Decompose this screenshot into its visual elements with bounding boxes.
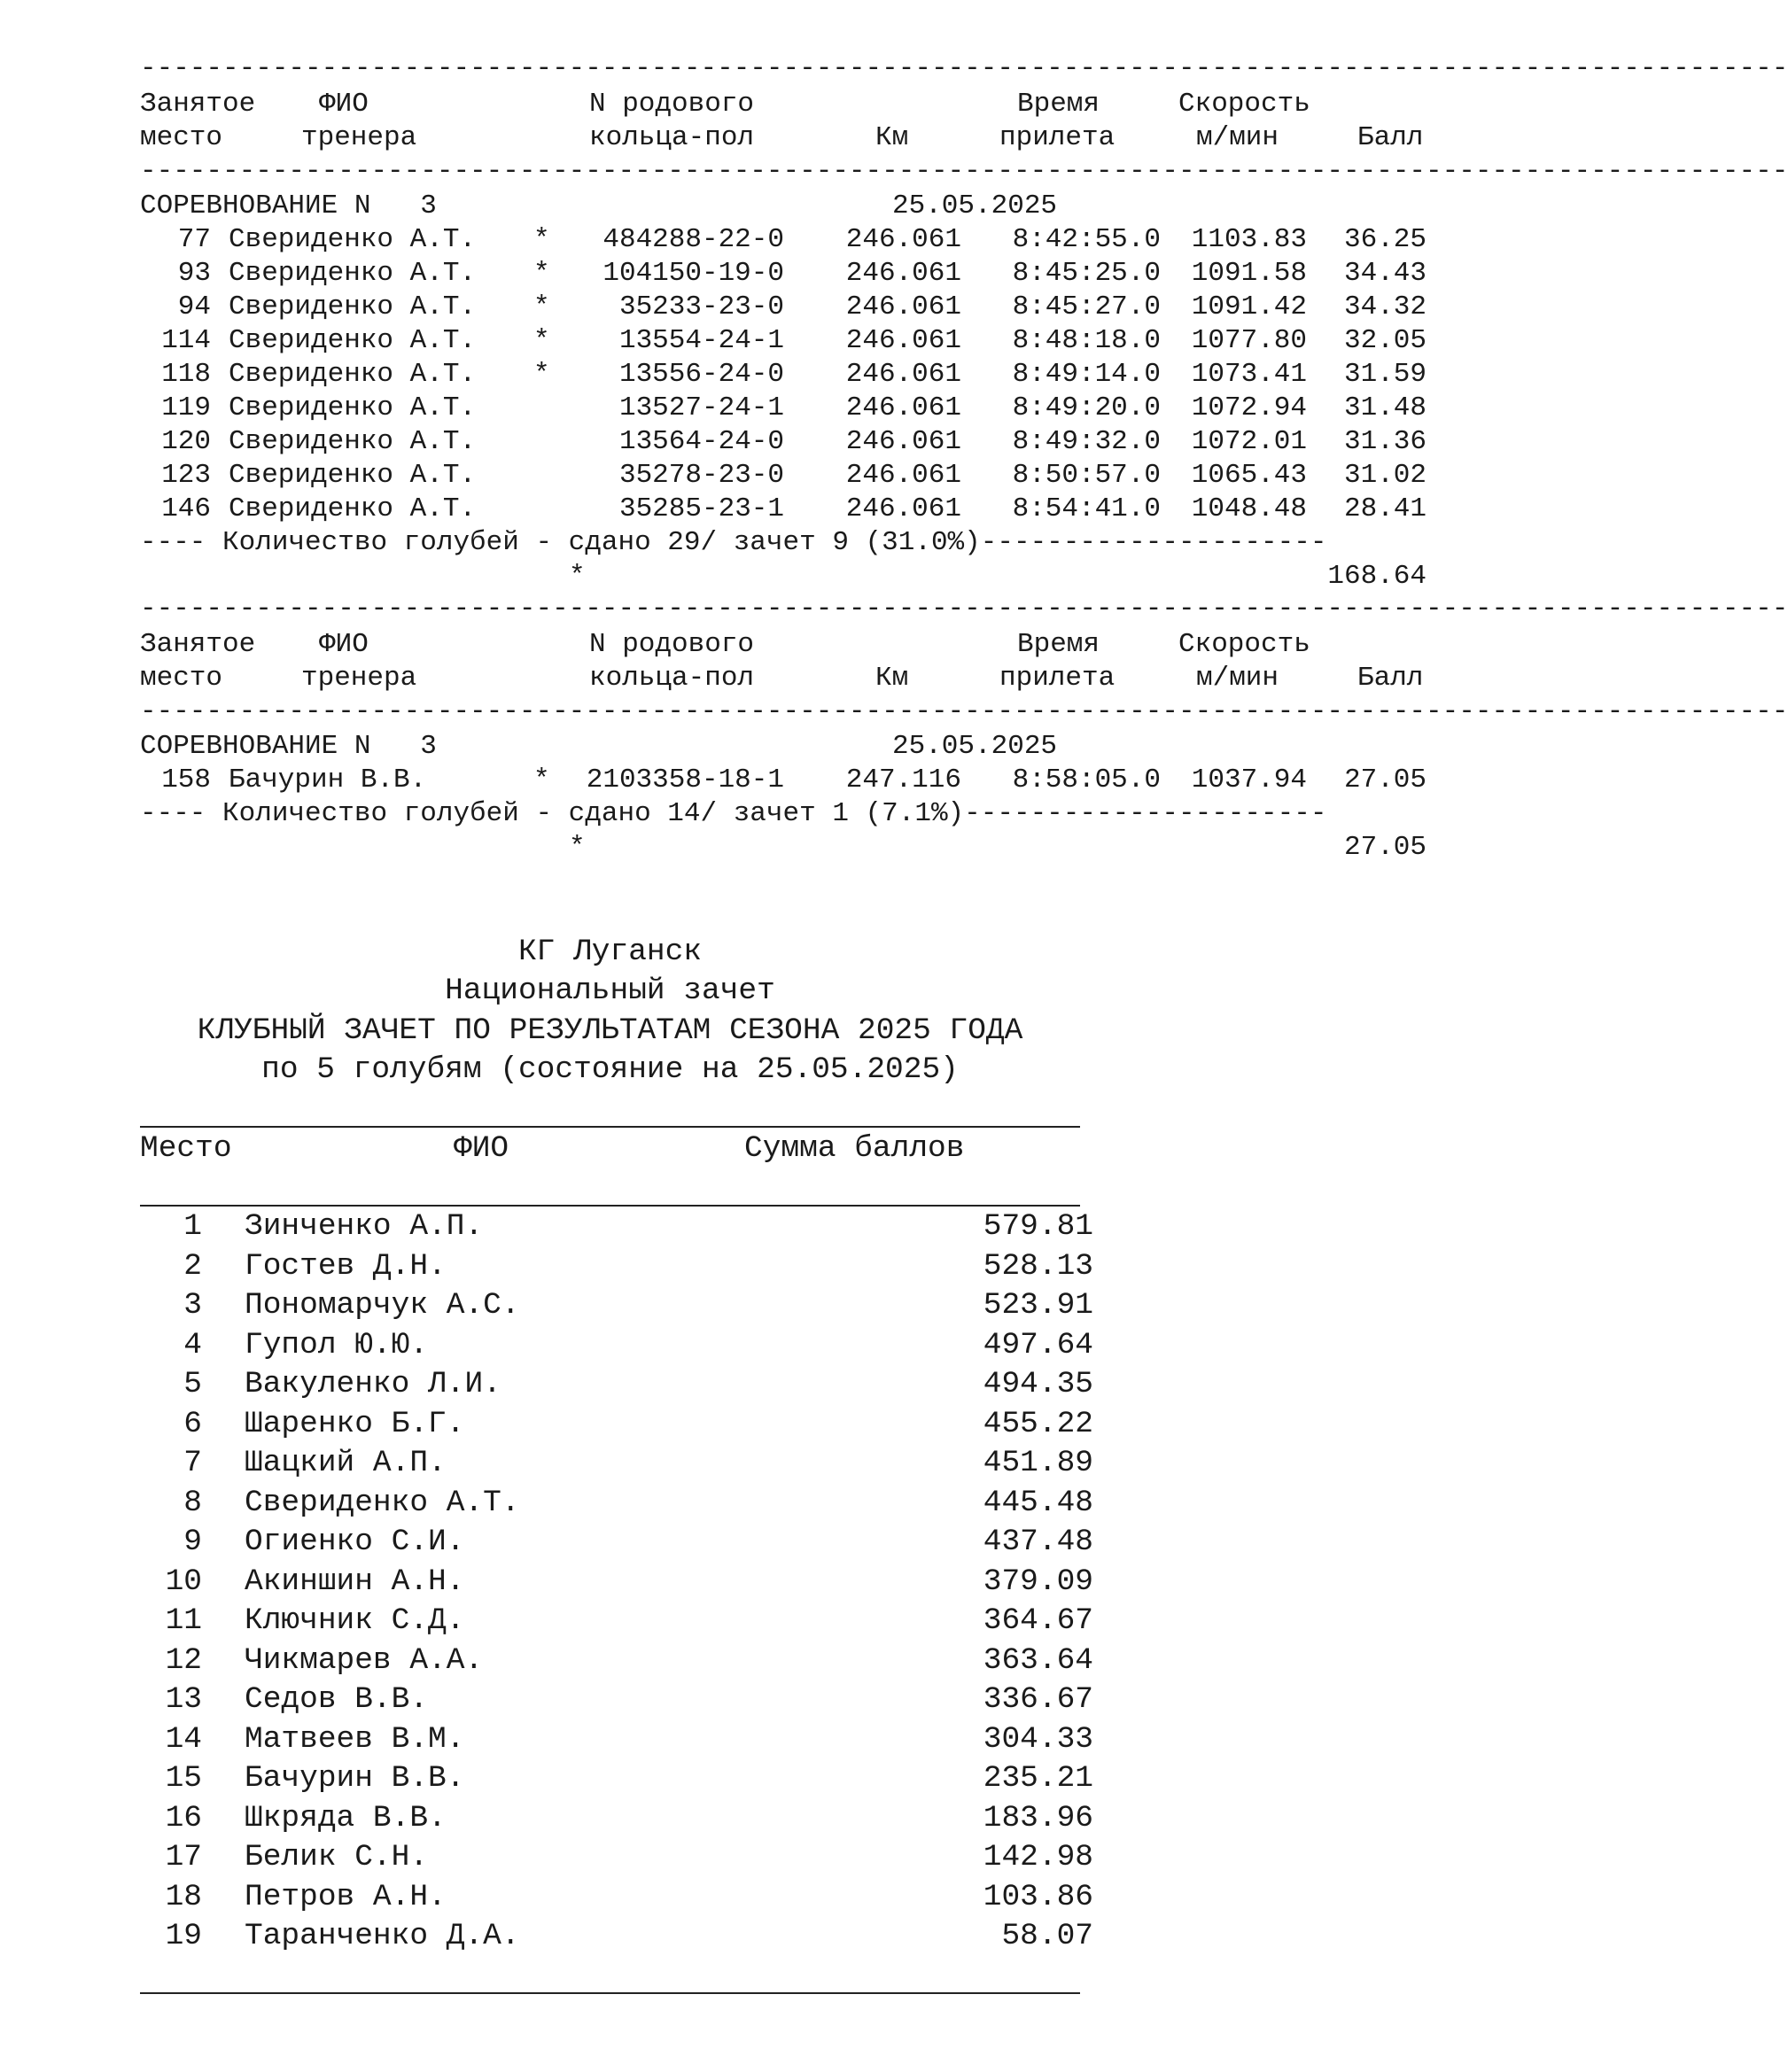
standings-place: 10 (165, 1564, 202, 1599)
standings-place: 12 (165, 1642, 202, 1678)
divider: ---------------------------------------------------------------------------------------------------- (140, 156, 1788, 187)
cell-fio: Свериденко А.Т. (229, 493, 477, 524)
table-row (140, 1327, 1093, 1362)
standings-sum: 494.35 (983, 1367, 1093, 1401)
table-row (140, 1564, 1093, 1599)
cell-speed: 1073.41 (1191, 359, 1307, 390)
col-header-score: Балл (1357, 663, 1424, 694)
cell-score: 31.02 (1343, 460, 1427, 491)
col-header-time: Время (1017, 629, 1100, 660)
cell-speed: 1037.94 (1191, 764, 1307, 795)
cell-place: 123 (161, 460, 211, 491)
standings-place: 18 (165, 1879, 202, 1914)
cell-score: 32.05 (1343, 325, 1427, 356)
standings-fio: Белик С.Н. (245, 1840, 429, 1874)
standings-fio: Пономарчук А.С. (245, 1288, 520, 1323)
standings-subtitle: Национальный зачет (445, 974, 775, 1008)
col-header-ring: кольца-пол (589, 122, 755, 153)
col-header-km: Км (875, 663, 909, 694)
standings-note: по 5 голубям (состояние на 25.05.2025) (261, 1052, 959, 1087)
cell-ring: 35278-23-0 (618, 460, 784, 491)
standings-fio: Шкряда В.В. (245, 1800, 447, 1835)
standings-place: 16 (165, 1800, 202, 1835)
col-header-time: прилета (999, 122, 1116, 153)
standings-sum: 183.96 (983, 1800, 1093, 1835)
standings-sum: 304.33 (983, 1721, 1093, 1757)
cell-place: 93 (177, 258, 211, 289)
cell-score: 34.32 (1343, 291, 1427, 322)
cell-time: 8:49:32.0 (1012, 426, 1161, 457)
cell-mark: * (533, 224, 550, 255)
standings-sum: 103.86 (983, 1879, 1093, 1914)
col-header-ring: кольца-пол (589, 663, 755, 694)
col-header-place: Занятое (140, 89, 256, 120)
col-header-place: место (140, 663, 223, 694)
cell-place: 77 (177, 224, 211, 255)
cell-km: 246.061 (845, 392, 961, 423)
standings-fio: Зинченко А.П. (245, 1209, 484, 1244)
table-row (140, 1209, 1093, 1244)
standings-place: 2 (183, 1248, 202, 1284)
cell-mark: * (533, 359, 550, 390)
table-row (140, 1721, 1093, 1757)
section-total: 27.05 (1343, 832, 1427, 863)
standings-fio: Огиенко С.И. (245, 1525, 465, 1559)
table-row (140, 1406, 1093, 1441)
standings-sum: 455.22 (983, 1406, 1093, 1441)
section-total: 168.64 (1327, 561, 1427, 592)
cell-score: 31.48 (1343, 392, 1427, 423)
col-header-fio: тренера (301, 122, 417, 153)
cell-ring: 13564-24-0 (618, 426, 784, 457)
standings-heading: КЛУБНЫЙ ЗАЧЕТ ПО РЕЗУЛЬТАТАМ СЕЗОНА 2025 ГОДА (197, 1013, 1023, 1048)
standings-fio: Матвеев В.М. (245, 1721, 465, 1757)
table-row (140, 1840, 1093, 1874)
cell-fio: Свериденко А.Т. (229, 291, 477, 322)
divider: ---------------------------------------------------------------------------------------------------- (140, 53, 1788, 84)
table-row (140, 1800, 1093, 1835)
standings-fio: Акиншин А.Н. (245, 1564, 465, 1599)
standings-sum: 364.67 (983, 1603, 1093, 1638)
table-row (140, 1603, 1093, 1638)
col-header-speed: Скорость (1178, 629, 1310, 660)
standings-sum: 437.48 (983, 1525, 1093, 1559)
cell-fio: Свериденко А.Т. (229, 258, 477, 289)
col-header-ring: N родового (589, 629, 755, 660)
standings-place: 5 (183, 1367, 202, 1401)
cell-time: 8:54:41.0 (1012, 493, 1161, 524)
cell-time: 8:48:18.0 (1012, 325, 1161, 356)
standings-place: 7 (183, 1446, 202, 1480)
table-row (140, 1682, 1093, 1717)
summary-line: ---- Количество голубей - сдано 14/ зачет 1 (7.1%)---------------------- (140, 798, 1327, 829)
standings-fio: Гостев Д.Н. (245, 1248, 447, 1284)
col-header-fio: ФИО (319, 629, 369, 660)
cell-km: 246.061 (845, 291, 961, 322)
table-row (140, 1525, 1093, 1559)
cell-score: 28.41 (1343, 493, 1427, 524)
cell-mark: * (533, 258, 550, 289)
cell-time: 8:58:05.0 (1012, 764, 1161, 795)
summary-line: ---- Количество голубей - сдано 29/ зачет 9 (31.0%)--------------------- (140, 527, 1327, 558)
standings-sum: 579.81 (983, 1209, 1093, 1244)
standings-fio: Вакуленко Л.И. (245, 1367, 501, 1401)
standings-place: 17 (165, 1840, 202, 1874)
cell-speed: 1072.01 (1191, 426, 1307, 457)
standings-fio: Чикмарев А.А. (245, 1642, 484, 1678)
cell-score: 31.36 (1343, 426, 1427, 457)
cell-speed: 1077.80 (1191, 325, 1307, 356)
table-row (140, 1248, 1093, 1284)
star-mark: * (569, 561, 586, 592)
cell-place: 120 (161, 426, 211, 457)
col-header-score: Балл (1357, 122, 1424, 153)
cell-time: 8:50:57.0 (1012, 460, 1161, 491)
cell-score: 36.25 (1343, 224, 1427, 255)
standings-sum: 58.07 (1001, 1919, 1093, 1953)
table-row (140, 1919, 1093, 1953)
cell-fio: Свериденко А.Т. (229, 224, 477, 255)
cell-km: 246.061 (845, 426, 961, 457)
cell-ring: 35285-23-1 (618, 493, 784, 524)
cell-fio: Свериденко А.Т. (229, 325, 477, 356)
standings-sum: 497.64 (983, 1327, 1093, 1362)
cell-place: 114 (161, 325, 211, 356)
standings-col-sum: Сумма баллов (744, 1131, 965, 1166)
standings-place: 3 (183, 1288, 202, 1323)
standings-sum: 451.89 (983, 1446, 1093, 1480)
col-header-km: Км (875, 122, 909, 153)
standings-place: 1 (183, 1209, 202, 1244)
cell-km: 246.061 (845, 493, 961, 524)
cell-speed: 1103.83 (1191, 224, 1307, 255)
cell-mark: * (533, 325, 550, 356)
standings-title: КГ Луганск (517, 935, 703, 969)
table-row (140, 1642, 1093, 1678)
standings-fio: Шаренко Б.Г. (245, 1406, 465, 1441)
cell-km: 246.061 (845, 258, 961, 289)
standings-sum: 336.67 (983, 1682, 1093, 1717)
cell-mark: * (533, 291, 550, 322)
standings-place: 8 (183, 1485, 202, 1520)
cell-score: 27.05 (1343, 764, 1427, 795)
cell-time: 8:45:25.0 (1012, 258, 1161, 289)
table-row (140, 1288, 1093, 1323)
standings-place: 11 (165, 1603, 202, 1638)
standings-fio: Ключник С.Д. (245, 1603, 465, 1638)
cell-time: 8:42:55.0 (1012, 224, 1161, 255)
standings-sum: 379.09 (983, 1564, 1093, 1599)
standings-place: 6 (183, 1406, 202, 1441)
standings-fio: Таранченко Д.А. (245, 1919, 520, 1953)
divider: ---------------------------------------------------------------------------------------------------- (140, 696, 1788, 727)
col-header-place: место (140, 122, 223, 153)
cell-score: 34.43 (1343, 258, 1427, 289)
cell-score: 31.59 (1343, 359, 1427, 390)
col-header-speed: м/мин (1196, 663, 1279, 694)
standings-sum: 445.48 (983, 1485, 1093, 1520)
cell-km: 246.061 (845, 460, 961, 491)
standings-sum: 523.91 (983, 1288, 1093, 1323)
cell-speed: 1072.94 (1191, 392, 1307, 423)
standings-sum: 528.13 (983, 1248, 1093, 1284)
standings-place: 9 (183, 1525, 202, 1559)
standings-fio: Петров А.Н. (245, 1879, 447, 1914)
competition-date: 25.05.2025 (892, 731, 1058, 762)
standings-sum: 142.98 (983, 1840, 1093, 1874)
table-row (140, 1879, 1093, 1914)
col-header-time: прилета (999, 663, 1116, 694)
cell-place: 118 (161, 359, 211, 390)
col-header-speed: м/мин (1196, 122, 1279, 153)
cell-km: 246.061 (845, 325, 961, 356)
standings-fio: Бачурин В.В. (245, 1761, 465, 1796)
table-row (140, 1367, 1093, 1401)
cell-fio: Свериденко А.Т. (229, 392, 477, 423)
cell-ring: 13527-24-1 (618, 392, 784, 423)
col-header-ring: N родового (589, 89, 755, 120)
divider (140, 1126, 1080, 1128)
table-row (140, 1446, 1093, 1480)
table-row (140, 1485, 1093, 1520)
cell-place: 94 (177, 291, 211, 322)
competition-date: 25.05.2025 (892, 190, 1058, 221)
cell-mark: * (533, 764, 550, 795)
col-header-fio: тренера (301, 663, 417, 694)
cell-place: 146 (161, 493, 211, 524)
table-row (140, 1761, 1093, 1796)
col-header-fio: ФИО (319, 89, 369, 120)
cell-fio: Свериденко А.Т. (229, 460, 477, 491)
cell-fio: Бачурин В.В. (229, 764, 427, 795)
standings-place: 15 (165, 1761, 202, 1796)
standings-col-fio: ФИО (454, 1131, 509, 1166)
cell-speed: 1048.48 (1191, 493, 1307, 524)
cell-speed: 1065.43 (1191, 460, 1307, 491)
standings-col-place: Место (140, 1131, 232, 1166)
cell-place: 158 (161, 764, 211, 795)
star-mark: * (569, 832, 586, 863)
standings-sum: 363.64 (983, 1642, 1093, 1678)
standings-fio: Свериденко А.Т. (245, 1485, 520, 1520)
cell-fio: Свериденко А.Т. (229, 426, 477, 457)
standings-fio: Седов В.В. (245, 1682, 429, 1717)
competition-label: СОРЕВНОВАНИЕ N 3 (140, 190, 437, 221)
col-header-time: Время (1017, 89, 1100, 120)
standings-place: 4 (183, 1327, 202, 1362)
col-header-place: Занятое (140, 629, 256, 660)
cell-km: 246.061 (845, 359, 961, 390)
cell-time: 8:49:20.0 (1012, 392, 1161, 423)
standings-place: 13 (165, 1682, 202, 1717)
divider: ---------------------------------------------------------------------------------------------------- (140, 594, 1788, 625)
standings-fio: Шацкий А.П. (245, 1446, 447, 1480)
col-header-speed: Скорость (1178, 89, 1310, 120)
cell-time: 8:49:14.0 (1012, 359, 1161, 390)
standings-fio: Гупол Ю.Ю. (245, 1327, 429, 1362)
cell-speed: 1091.58 (1191, 258, 1307, 289)
divider (140, 1992, 1080, 1994)
cell-km: 247.116 (845, 764, 961, 795)
cell-ring: 13554-24-1 (618, 325, 784, 356)
cell-ring: 35233-23-0 (618, 291, 784, 322)
cell-time: 8:45:27.0 (1012, 291, 1161, 322)
cell-ring: 104150-19-0 (602, 258, 784, 289)
divider (140, 1205, 1080, 1207)
standings-place: 14 (165, 1721, 202, 1757)
standings-sum: 235.21 (983, 1761, 1093, 1796)
competition-label: СОРЕВНОВАНИЕ N 3 (140, 731, 437, 762)
cell-ring: 13556-24-0 (618, 359, 784, 390)
cell-ring: 2103358-18-1 (586, 764, 784, 795)
cell-speed: 1091.42 (1191, 291, 1307, 322)
cell-place: 119 (161, 392, 211, 423)
cell-fio: Свериденко А.Т. (229, 359, 477, 390)
cell-km: 246.061 (845, 224, 961, 255)
standings-place: 19 (165, 1919, 202, 1953)
cell-ring: 484288-22-0 (602, 224, 784, 255)
